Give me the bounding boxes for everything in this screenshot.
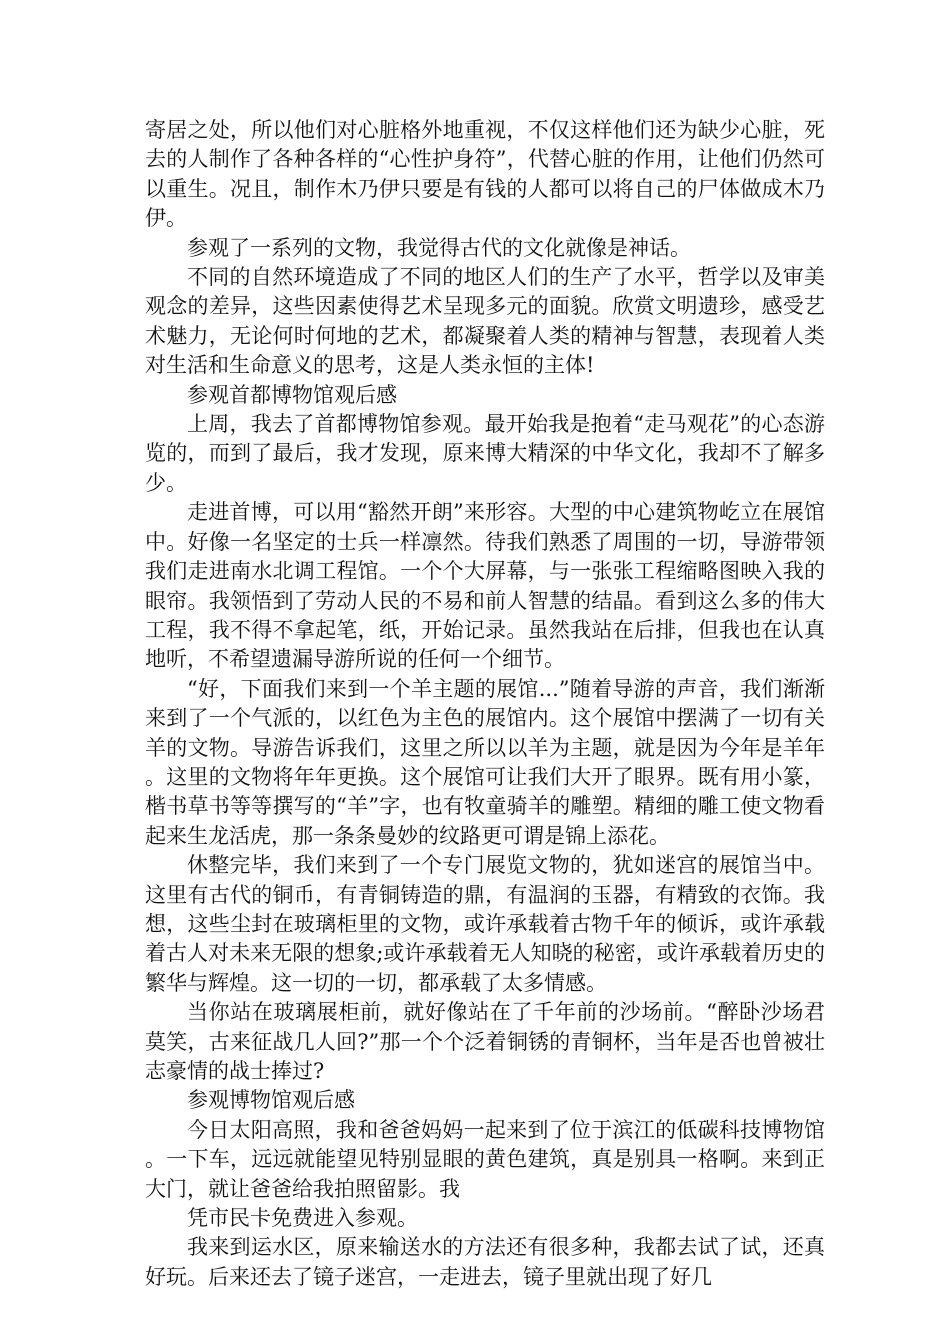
section-title-museum-reflection: 参观博物馆观后感 xyxy=(187,1088,355,1113)
section-title-capital-museum: 参观首都博物馆观后感 xyxy=(187,382,397,407)
paragraph-heart-amulet: 寄居之处，所以他们对心脏格外地重视，不仅这样他们还为缺少心脏，死去的人制作了各种各样的“心性护身符”，代替心脏的作用，让他们仍然可以重生。况且，制作木乃伊只要是有钱的人都可以将自己的尸体做成木乃伊。 xyxy=(145,118,825,231)
paragraph-sheep-hall: “好，下面我们来到一个羊主题的展馆...”随着导游的声音，我们渐渐来到了一个气派的，以红色为主色的展馆内。这个展馆中摆满了一切有关羊的文物。导游告诉我们，这里之所以以羊为主题，就是因为今年是羊年。这里的文物将年年更换。这个展馆可让我们大开了眼界。既有用小篆，楷书草书等等撰写的“羊”字，也有牧童骑羊的雕塑。精细的雕工使文物看起来生龙活虎，那一条条曼妙的纹路更可谓是锦上添花。 xyxy=(145,676,825,848)
paragraph-citizen-card: 凭市民卡免费进入参观。 xyxy=(187,1206,418,1231)
paragraph-art-diversity: 不同的自然环境造成了不同的地区人们的生产了水平，哲学以及审美观念的差异，这些因素使得艺术呈现多元的面貌。欣赏文明遗珍，感受艺术魅力，无论何时何地的艺术，都凝聚着人类的精神与智慧，表现着人类对生活和生命意义的思考，这是人类永恒的主体! xyxy=(145,265,825,378)
paragraph-ancient-culture: 参观了一系列的文物，我觉得古代的文化就像是神话。 xyxy=(187,235,691,260)
paragraph-bronze-cup: 当你站在玻璃展柜前，就好像站在了千年前的沙场前。“醉卧沙场君莫笑，古来征战几人回?”那一个个泛着铜锈的青铜杯，当年是否也曾被壮志豪情的战士捧过? xyxy=(145,1000,825,1083)
paragraph-lowcarbon-museum: 今日太阳高照，我和爸爸妈妈一起来到了位于滨江的低碳科技博物馆。一下车，远远就能望见特别显眼的黄色建筑，真是别具一格啊。来到正大门，就让爸爸给我拍照留影。我 xyxy=(145,1117,825,1201)
document-body xyxy=(145,116,825,1292)
paragraph-last-week-visit: 上周，我去了首都博物馆参观。最开始我是抱着“走马观花”的心态游览的，而到了最后，我才发现，原来博大精深的中华文化，我却不了解多少。 xyxy=(145,412,825,495)
paragraph-maze-hall: 休整完毕，我们来到了一个专门展览文物的，犹如迷宫的展馆当中。这里有古代的铜币，有青铜铸造的鼎，有温润的玉器，有精致的衣饰。我想，这些尘封在玻璃柜里的文物，或许承载着古物千年的倾诉，或许承载着古人对未来无限的想象;或许承载着无人知晓的秘密，或许承载着历史的繁华与辉煌。这一切的一切，都承载了太多情感。 xyxy=(145,853,825,995)
paragraph-water-transport: 我来到运水区，原来输送水的方法还有很多种，我都去试了试，还真好玩。后来还去了镜子迷宫，一走进去，镜子里就出现了好几 xyxy=(145,1235,825,1289)
paragraph-entering-museum: 走进首博，可以用“豁然开朗”来形容。大型的中心建筑物屹立在展馆中。好像一名坚定的士兵一样凛然。待我们熟悉了周围的一切，导游带领我们走进南水北调工程馆。一个个大屏幕，与一张张工程缩略图映入我的眼帘。我领悟到了劳动人民的不易和前人智慧的结晶。看到这么多的伟大工程，我不得不拿起笔，纸，开始记录。虽然我站在后排，但我也在认真地听，不希望遗漏导游所说的任何一个细节。 xyxy=(145,500,825,672)
